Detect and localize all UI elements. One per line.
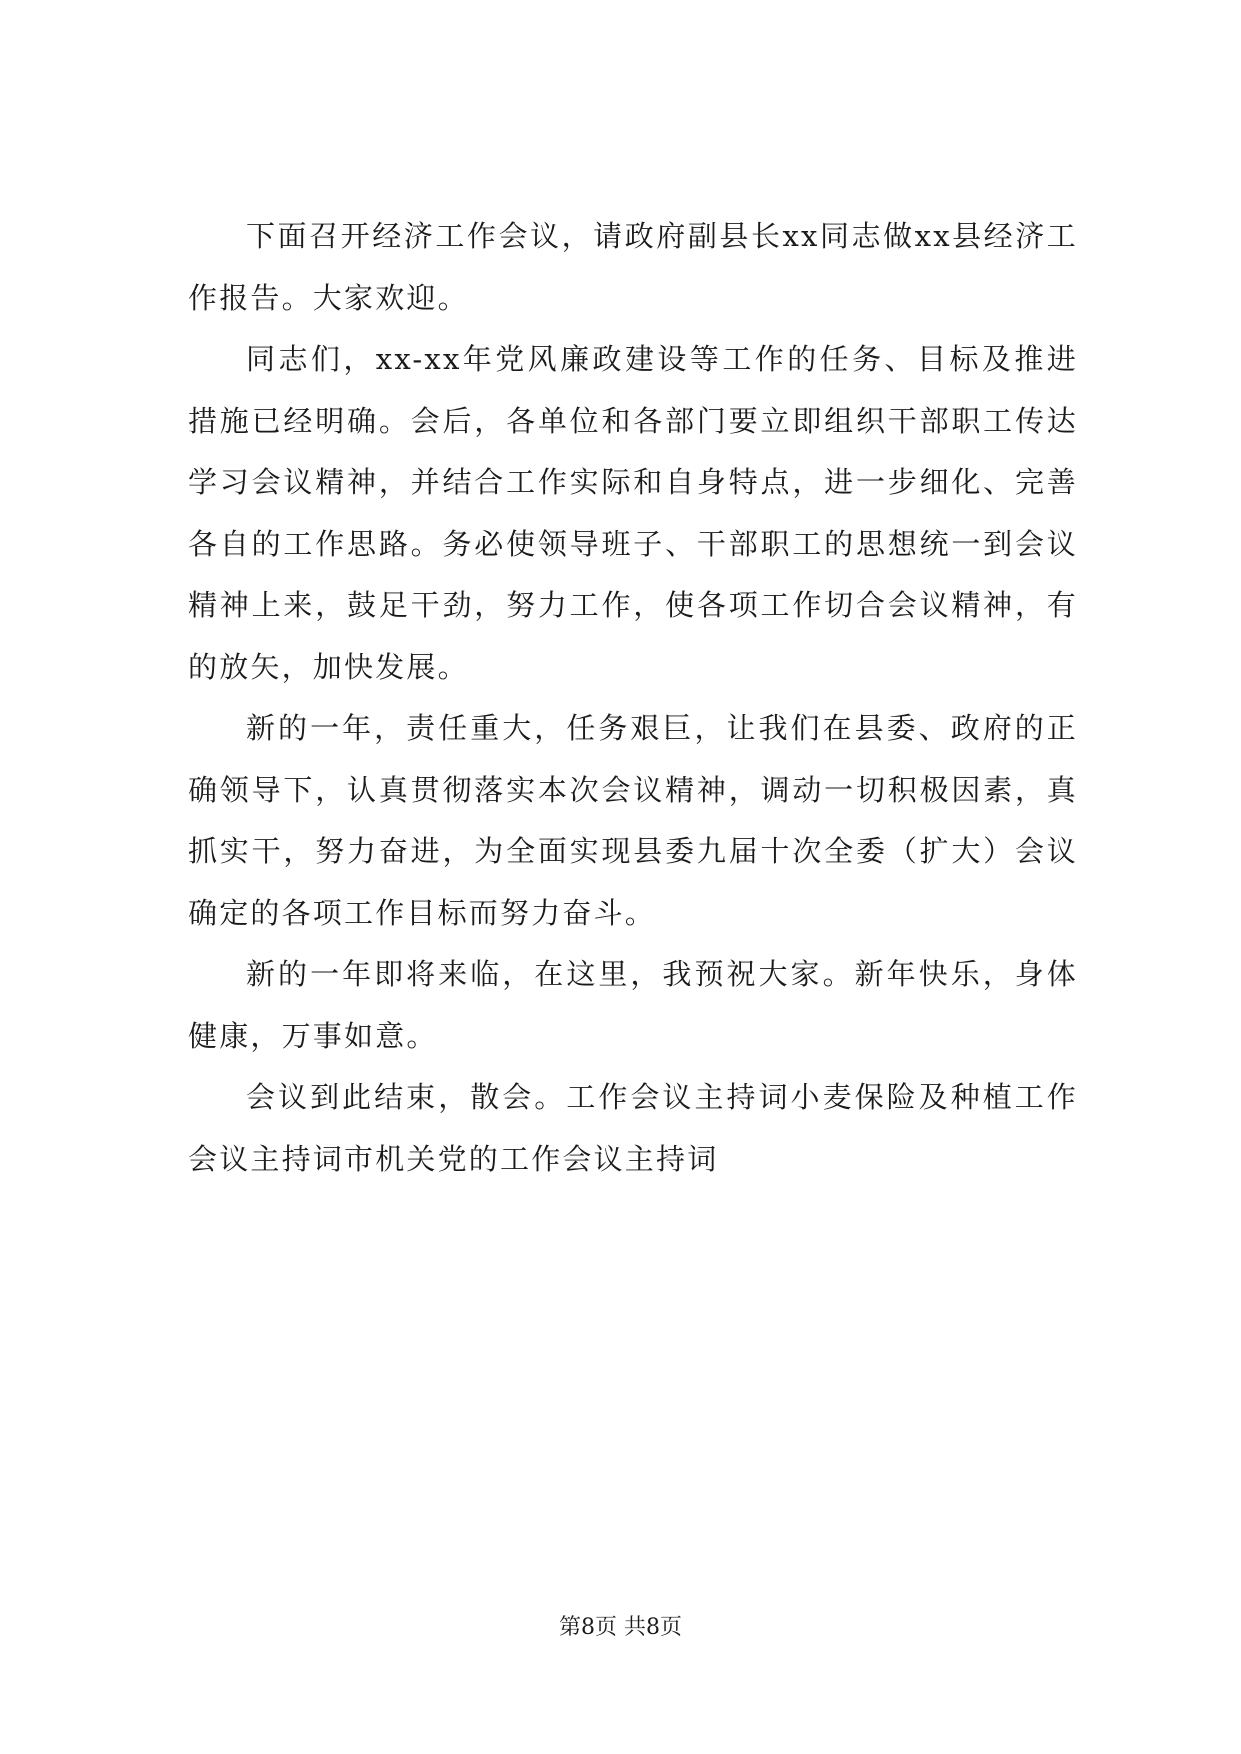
- paragraph: 会议到此结束，散会。工作会议主持词小麦保险及种植工作会议主持词市机关党的工作会议主持词: [188, 1080, 1078, 1176]
- paragraph: 下面召开经济工作会议，请政府副县长xx同志做xx县经济工作报告。大家欢迎。: [188, 219, 1078, 315]
- page-number: 第8页 共8页: [559, 1615, 682, 1640]
- paragraph: 新的一年即将来临，在这里，我预祝大家。新年快乐，身体健康，万事如意。: [188, 957, 1078, 1053]
- document-body: [188, 206, 1078, 1190]
- paragraph: 新的一年，责任重大，任务艰巨，让我们在县委、政府的正确领导下，认真贯彻落实本次会议精神，调动一切积极因素，真抓实干，努力奋进，为全面实现县委九届十次全委（扩大）会议确定的各项工作目标而努力奋斗。: [188, 711, 1078, 930]
- paragraph: 同志们，xx-xx年党风廉政建设等工作的任务、目标及推进措施已经明确。会后，各单位和各部门要立即组织干部职工传达学习会议精神，并结合工作实际和自身特点，进一步细化、完善各自的工作思路。务必使领导班子、干部职工的思想统一到会议精神上来，鼓足干劲，努力工作，使各项工作切合会议精神，有的放矢，加快发展。: [188, 342, 1078, 684]
- page-footer: [0, 1613, 1241, 1643]
